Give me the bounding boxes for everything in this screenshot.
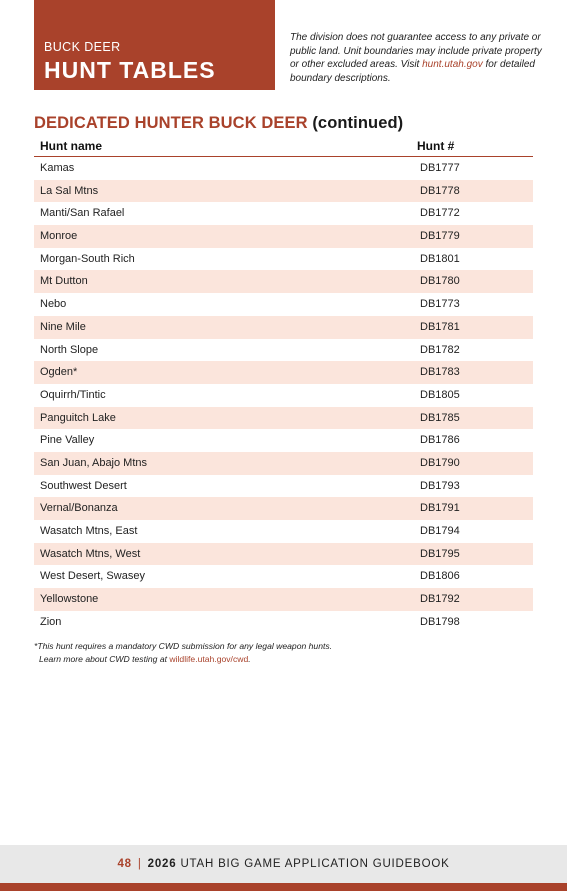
section-title-main: DEDICATED HUNTER BUCK DEER xyxy=(34,114,308,132)
footnote-line-2-text: Learn more about CWD testing at xyxy=(39,654,170,664)
hunt-name-cell: Morgan-South Rich xyxy=(40,252,135,265)
hunt-number-cell: DB1780 xyxy=(420,275,460,288)
table-row xyxy=(34,293,533,316)
footnote-line-2 xyxy=(34,653,534,666)
table-row xyxy=(34,339,533,362)
hunt-name-cell: West Desert, Swasey xyxy=(40,570,145,583)
table-row xyxy=(34,452,533,475)
table-row xyxy=(34,407,533,430)
footnote xyxy=(34,640,534,666)
hunt-name-cell: Pine Valley xyxy=(40,434,95,447)
hunt-name-cell: Wasatch Mtns, West xyxy=(40,547,141,560)
footer-title: UTAH BIG GAME APPLICATION GUIDEBOOK xyxy=(180,858,450,870)
hunt-name-cell: Kamas xyxy=(40,162,75,174)
hunt-number-cell: DB1791 xyxy=(420,502,460,515)
table-row xyxy=(34,565,533,588)
table-row xyxy=(34,202,533,225)
hunt-name-cell: Southwest Desert xyxy=(40,479,127,492)
hunt-name-cell: Wasatch Mtns, East xyxy=(40,525,138,537)
hunt-number-cell: DB1773 xyxy=(420,298,460,311)
hunt-name-cell: Yellowstone xyxy=(40,593,99,606)
hunt-number-cell: DB1790 xyxy=(420,456,460,469)
footer-rule xyxy=(0,883,567,891)
footer-text xyxy=(0,845,567,883)
hunt-number-cell: DB1806 xyxy=(420,570,460,583)
table-body xyxy=(34,157,533,633)
page-footer xyxy=(0,845,567,883)
hunt-number-cell: DB1794 xyxy=(420,525,460,537)
table-row xyxy=(34,316,533,339)
table-header xyxy=(34,136,533,157)
hunt-name-cell: Ogden* xyxy=(40,366,78,379)
hunt-name-cell: Manti/San Rafael xyxy=(40,207,125,220)
section-title-suffix: (continued) xyxy=(312,114,404,132)
hunt-number-cell: DB1778 xyxy=(420,184,460,197)
disclaimer-link[interactable]: hunt.utah.gov xyxy=(422,59,483,70)
table-row xyxy=(34,180,533,203)
table-row xyxy=(34,497,533,520)
table-row xyxy=(34,384,533,407)
hunt-number-cell: DB1777 xyxy=(420,162,460,174)
hunt-name-cell: La Sal Mtns xyxy=(40,184,99,197)
hunt-name-cell: Nebo xyxy=(40,298,67,311)
section-header-box xyxy=(34,0,275,90)
hunt-table xyxy=(34,136,533,633)
hunt-number-cell: DB1793 xyxy=(420,479,460,492)
footnote-cwd-link[interactable]: wildlife.utah.gov/cwd xyxy=(169,654,249,664)
table-row xyxy=(34,157,533,180)
hunt-number-cell: DB1805 xyxy=(420,388,460,401)
hunt-number-cell: DB1798 xyxy=(420,615,460,628)
column-header-hunt-number: Hunt # xyxy=(417,139,455,153)
hunt-name-cell: Vernal/Bonanza xyxy=(40,502,118,515)
hunt-name-cell: Zion xyxy=(40,615,62,628)
footer-separator: | xyxy=(137,858,142,870)
header-kicker: BUCK DEER xyxy=(44,40,121,54)
table-row xyxy=(34,611,533,634)
hunt-name-cell: North Slope xyxy=(40,343,99,356)
hunt-number-cell: DB1783 xyxy=(420,366,460,379)
hunt-number-cell: DB1801 xyxy=(420,252,460,265)
hunt-name-cell: Mt Dutton xyxy=(40,275,88,288)
hunt-name-cell: San Juan, Abajo Mtns xyxy=(40,456,148,469)
footnote-line-1: *This hunt requires a mandatory CWD submission for any legal weapon hunts. xyxy=(34,641,333,651)
disclaimer-text: The division does not guarantee access to any private or public land. Unit boundaries may include private property or other excluded areas. Visit xyxy=(290,32,542,70)
hunt-number-cell: DB1772 xyxy=(420,207,460,220)
table-row xyxy=(34,543,533,566)
table-row xyxy=(34,520,533,543)
column-header-hunt-name: Hunt name xyxy=(40,139,103,153)
hunt-name-cell: Panguitch Lake xyxy=(40,411,116,424)
disclaimer xyxy=(290,31,545,85)
table-row xyxy=(34,225,533,248)
page-number: 48 xyxy=(117,858,132,870)
table-row xyxy=(34,270,533,293)
table-row xyxy=(34,248,533,271)
hunt-name-cell: Nine Mile xyxy=(40,320,86,333)
hunt-number-cell: DB1792 xyxy=(420,593,460,606)
footer-year: 2026 xyxy=(147,858,177,870)
header-title: HUNT TABLES xyxy=(44,57,216,83)
hunt-number-cell: DB1779 xyxy=(420,230,460,243)
hunt-number-cell: DB1795 xyxy=(420,547,460,560)
hunt-name-cell: Monroe xyxy=(40,230,78,243)
table-row xyxy=(34,475,533,498)
hunt-number-cell: DB1786 xyxy=(420,434,460,447)
hunt-number-cell: DB1785 xyxy=(420,411,460,424)
footnote-line-2-end: . xyxy=(248,654,251,664)
table-row xyxy=(34,429,533,452)
section-title xyxy=(34,113,403,133)
table-row xyxy=(34,588,533,611)
disclaimer-text-after: for detailed boundary descriptions. xyxy=(290,59,535,84)
hunt-number-cell: DB1781 xyxy=(420,320,460,333)
table-row xyxy=(34,361,533,384)
hunt-name-cell: Oquirrh/Tintic xyxy=(40,388,106,401)
hunt-number-cell: DB1782 xyxy=(420,343,460,356)
